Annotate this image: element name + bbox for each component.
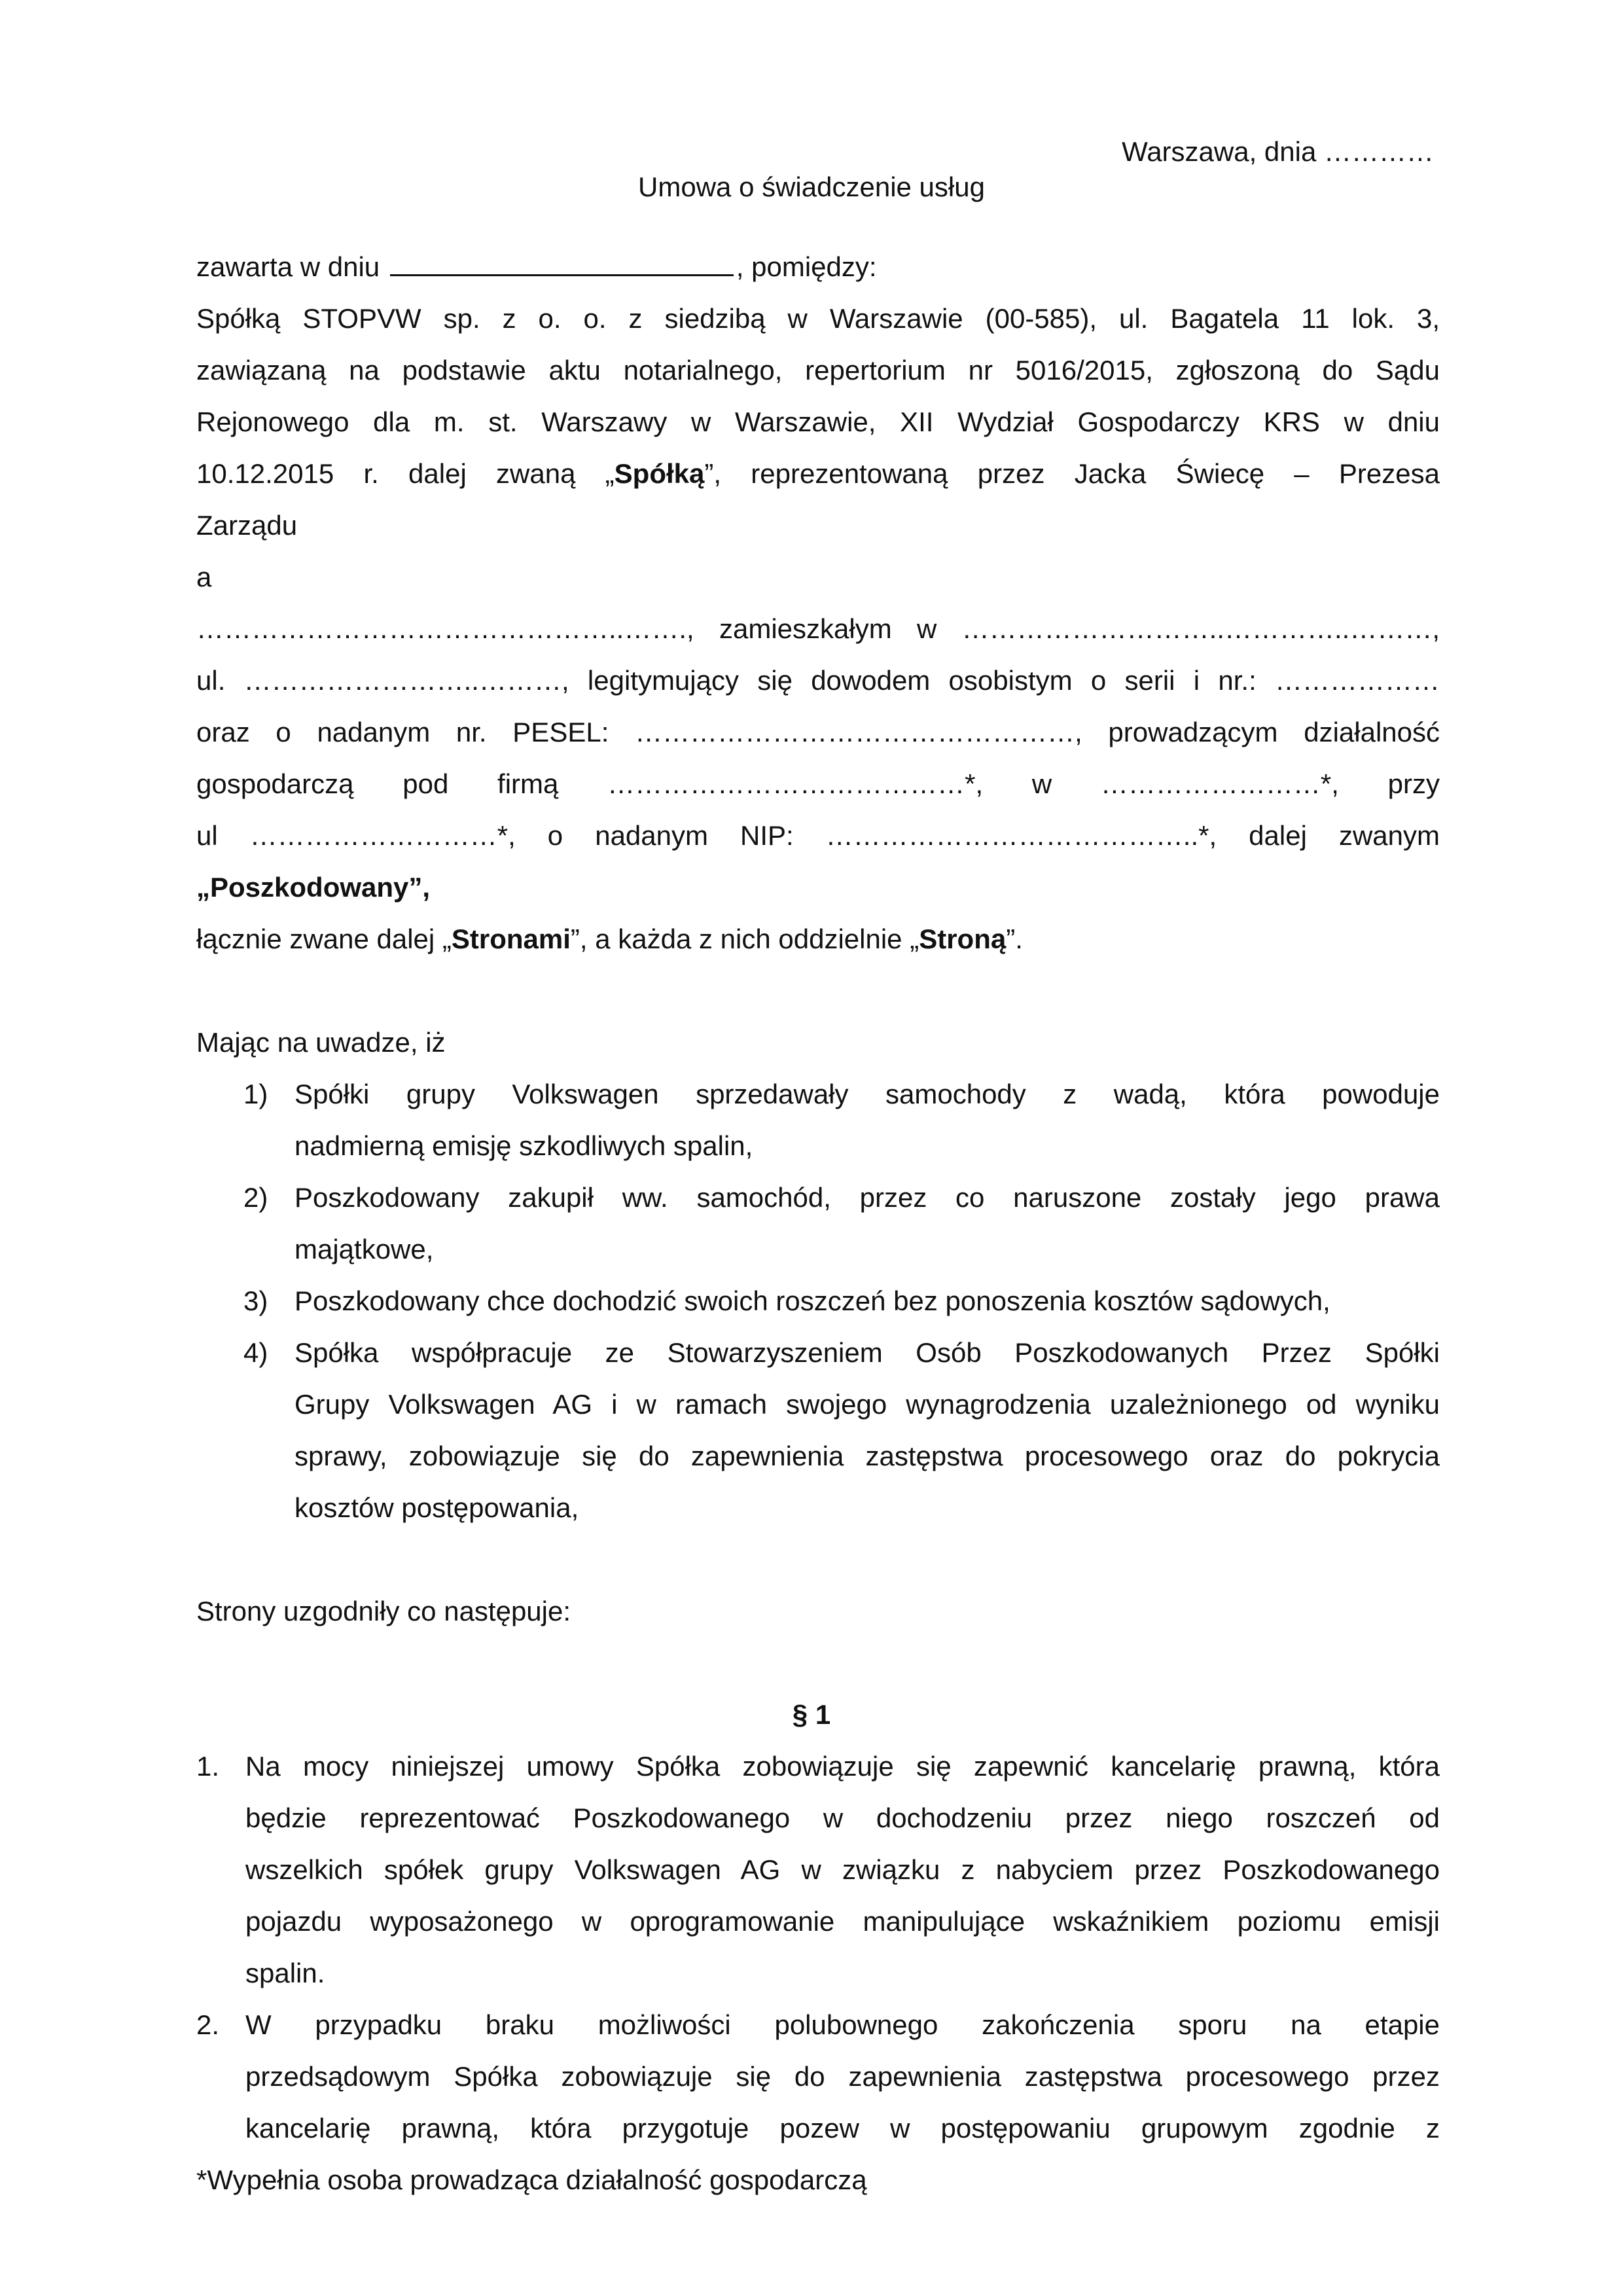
recitals-intro: Mając na uwadze, iż xyxy=(196,1027,446,1058)
date-blank-line xyxy=(390,248,734,276)
person-line-2: ul. ……………………..………, legitymujący się dowodem osobistym o serii i nr.: ……………… xyxy=(196,665,1440,696)
clause-line: pojazdu wyposażonego w oprogramowanie manipulujące wskaźnikiem poziomu emisji xyxy=(245,1906,1440,1937)
jointly-line: łącznie zwane dalej „Stronami”, a każda z nich oddzielnie „Stroną”. xyxy=(196,924,1023,954)
recital-line: majątkowe, xyxy=(294,1234,434,1265)
person-line-4: gospodarczą pod firmą …………………………………*, w ……………………*, przy xyxy=(196,768,1440,799)
section-heading: § 1 xyxy=(792,1699,831,1730)
recital-line: Spółka współpracuje ze Stowarzyszeniem Osób Poszkodowanych Przez Spółki xyxy=(294,1337,1440,1368)
recital-number: 2) xyxy=(243,1182,268,1213)
company-line-1: Spółką STOPVW sp. z o. o. z siedzibą w Warszawie (00-585), ul. Bagatela 11 lok. 3, xyxy=(196,303,1440,334)
recital-line: Poszkodowany zakupił ww. samochód, przez co naruszone zostały jego prawa xyxy=(294,1182,1440,1213)
recital-line: Spółki grupy Volkswagen sprzedawały samochody z wadą, która powoduje xyxy=(294,1079,1440,1109)
recital-number: 4) xyxy=(243,1337,268,1368)
company-line-2: zawiązaną na podstawie aktu notarialnego, repertorium nr 5016/2015, zgłoszoną do Sądu xyxy=(196,355,1440,386)
clause-line: spalin. xyxy=(245,1958,325,1988)
recital-line: Grupy Volkswagen AG i w ramach swojego wynagrodzenia uzależnionego od wyniku xyxy=(294,1389,1440,1420)
person-line-3: oraz o nadanym nr. PESEL: …………………………………………, prowadzącym działalność xyxy=(196,717,1440,747)
company-line-3: Rejonowego dla m. st. Warszawy w Warszawie, XII Wydział Gospodarczy KRS w dniu xyxy=(196,406,1440,437)
clause-number: 1. xyxy=(196,1751,220,1782)
and-word: a xyxy=(196,562,212,592)
agreed-line: Strony uzgodniły co następuje: xyxy=(196,1596,571,1626)
place-date: Warszawa, dnia ………… xyxy=(1122,136,1434,167)
person-line-5: ul ………………………*, o nadanym NIP: …………………………………..*, dalej zwanym xyxy=(196,820,1440,851)
concluded-line: zawarta w dniu , pomiędzy: xyxy=(196,241,877,293)
clause-line: wszelkich spółek grupy Volkswagen AG w związku z nabyciem przez Poszkodowanego xyxy=(245,1854,1440,1885)
recital-number: 1) xyxy=(243,1079,268,1109)
company-line-4: 10.12.2015 r. dalej zwaną „Spółką”, reprezentowaną przez Jacka Świecę – Prezesa xyxy=(196,458,1440,489)
footnote: *Wypełnia osoba prowadząca działalność gospodarczą xyxy=(196,2164,867,2195)
clause-line: W przypadku braku możliwości polubownego zakończenia sporu na etapie xyxy=(245,2009,1440,2040)
clause-line: będzie reprezentować Poszkodowanego w dochodzeniu przez niego roszczeń od xyxy=(245,1803,1440,1833)
recital-number: 3) xyxy=(243,1285,268,1316)
recital-line: sprawy, zobowiązuje się do zapewnienia zastępstwa procesowego oraz do pokrycia xyxy=(294,1441,1440,1471)
recital-line: kosztów postępowania, xyxy=(294,1492,579,1523)
company-line-5: Zarządu xyxy=(196,510,298,541)
clause-number: 2. xyxy=(196,2009,220,2040)
document-title: Umowa o świadczenie usług xyxy=(638,171,985,202)
recital-line: Poszkodowany chce dochodzić swoich roszczeń bez ponoszenia kosztów sądowych, xyxy=(294,1285,1330,1316)
clause-line: kancelarię prawną, która przygotuje pozew w postępowaniu grupowym zgodnie z xyxy=(245,2113,1440,2144)
person-line-1: ………………………………………..……., zamieszkałym w ………………………..…………..………, xyxy=(196,613,1440,644)
person-name-bold: „Poszkodowany”, xyxy=(196,872,431,903)
clause-line: przedsądowym Spółka zobowiązuje się do zapewnienia zastępstwa procesowego przez xyxy=(245,2061,1440,2092)
clause-line: Na mocy niniejszej umowy Spółka zobowiązuje się zapewnić kancelarię prawną, która xyxy=(245,1751,1440,1782)
recital-line: nadmierną emisję szkodliwych spalin, xyxy=(294,1130,753,1161)
